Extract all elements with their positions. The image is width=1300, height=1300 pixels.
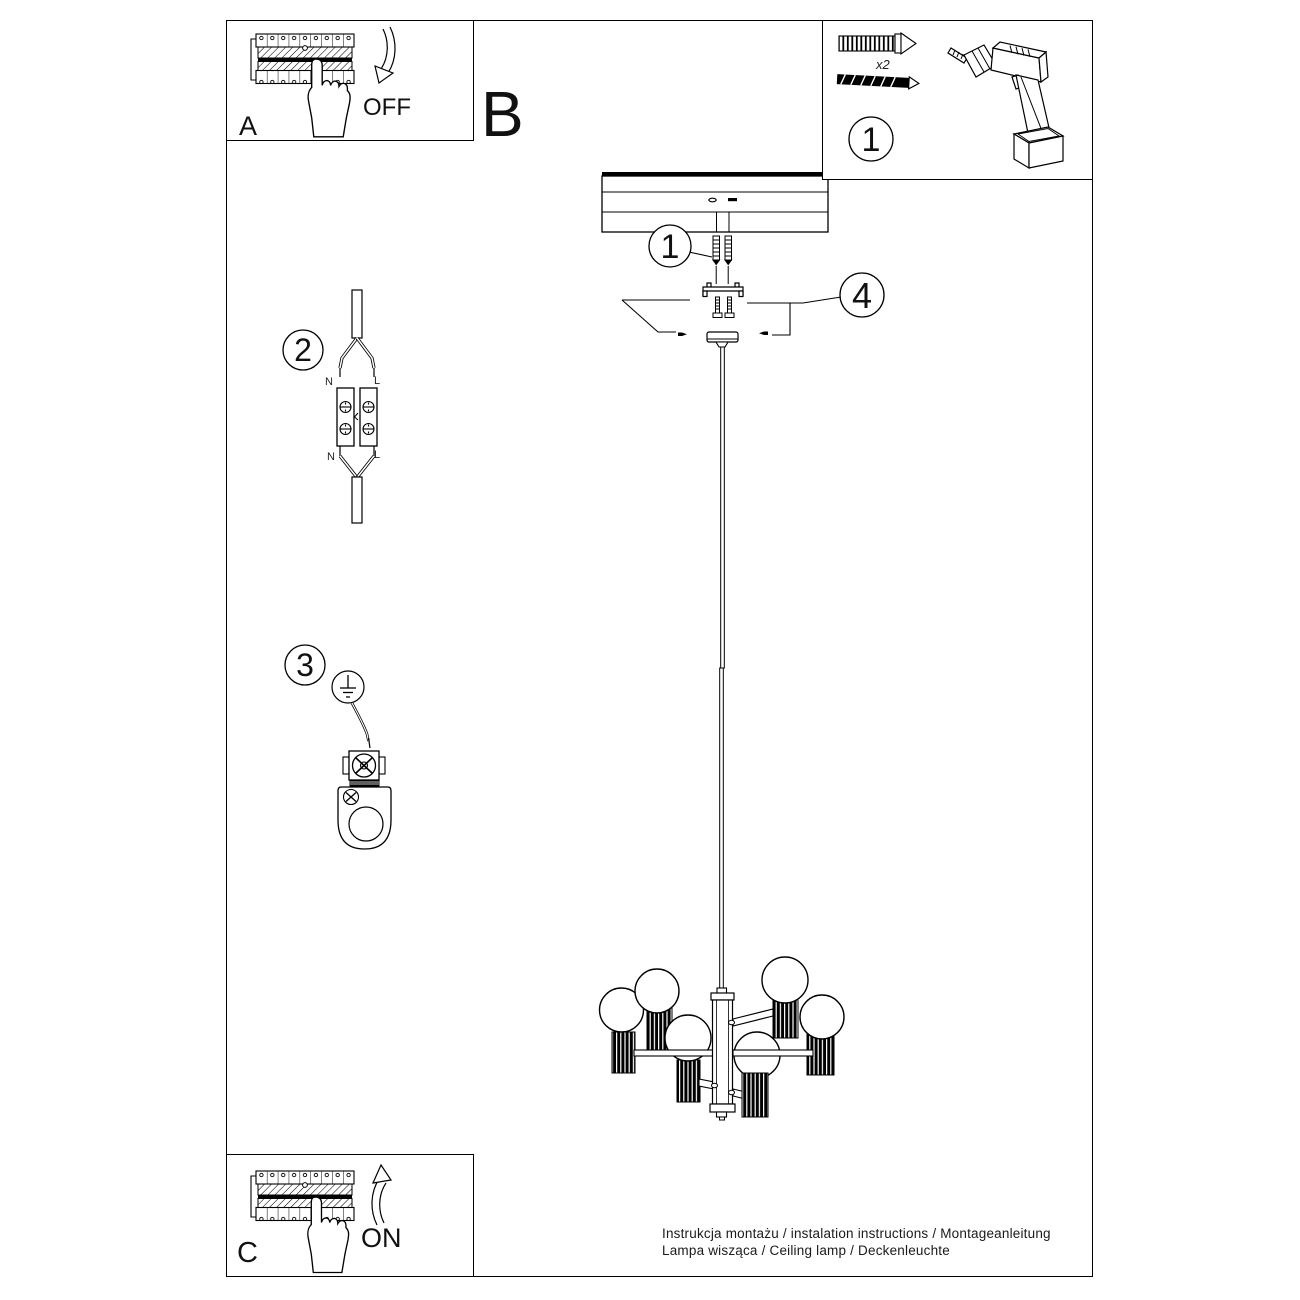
bracket-plate-icon bbox=[338, 787, 391, 849]
bracket-screws-icon bbox=[713, 297, 734, 318]
ceiling-icon bbox=[602, 172, 828, 232]
lamp-body-icon bbox=[710, 993, 735, 1120]
wiring-diagram bbox=[280, 280, 400, 530]
breaker-panel-icon bbox=[251, 1171, 354, 1221]
tools-box bbox=[822, 20, 1093, 180]
l-label-bottom: L bbox=[373, 449, 381, 461]
footer-line2: Lampa wisząca / Ceiling lamp / Deckenleuchte bbox=[662, 1243, 950, 1258]
wall-plug-icon bbox=[839, 33, 916, 54]
step-a-graphics bbox=[227, 21, 475, 142]
n-label-top: N bbox=[325, 376, 333, 388]
ground-diagram bbox=[275, 630, 405, 860]
callout-bracket bbox=[840, 273, 884, 317]
svg-text:3: 3 bbox=[296, 647, 314, 683]
svg-text:2: 2 bbox=[294, 332, 312, 368]
drill-icon bbox=[948, 42, 1063, 168]
socket-icon bbox=[677, 1060, 700, 1102]
anchor-plugs-icon bbox=[713, 236, 732, 284]
tools-graphics bbox=[823, 21, 1091, 178]
callout-ground bbox=[285, 645, 325, 685]
step-c-label: C bbox=[237, 1237, 258, 1269]
step-a-box bbox=[226, 20, 474, 141]
bulb-icon bbox=[800, 995, 844, 1039]
off-label: OFF bbox=[363, 94, 411, 121]
step-a-label: A bbox=[239, 111, 258, 141]
bulb-icon bbox=[762, 957, 808, 1003]
lamp-cable-icon bbox=[340, 446, 374, 523]
breaker-panel-icon bbox=[251, 34, 354, 84]
svg-text:4: 4 bbox=[851, 275, 873, 316]
mounting-bracket-icon bbox=[703, 283, 743, 297]
l-label-top: L bbox=[373, 375, 381, 387]
arrow-down-icon bbox=[375, 27, 395, 83]
screw-icon bbox=[837, 73, 920, 89]
footer-line1: Instrukcja montażu / instalation instructions / Montageanleitung bbox=[662, 1226, 1051, 1241]
n-label-bottom: N bbox=[327, 451, 335, 463]
terminal-block-icon bbox=[337, 388, 377, 446]
ground-terminal-icon bbox=[343, 751, 385, 786]
callout-tools bbox=[849, 117, 893, 161]
socket-icon bbox=[742, 1073, 768, 1117]
socket-icon bbox=[612, 1032, 635, 1073]
callout-wiring bbox=[283, 330, 323, 370]
power-cable-icon bbox=[340, 290, 374, 377]
on-label: ON bbox=[361, 1223, 402, 1253]
earth-symbol-icon bbox=[332, 671, 364, 703]
arrow-up-icon bbox=[372, 1165, 391, 1225]
assembly-diagram bbox=[580, 160, 900, 1140]
bulb-icon bbox=[635, 969, 679, 1013]
step-c-graphics bbox=[227, 1155, 475, 1275]
ground-wire-icon bbox=[352, 703, 370, 748]
canopy-icon bbox=[707, 332, 738, 347]
suspension-rod-icon bbox=[717, 347, 727, 995]
step-b-label: B bbox=[481, 78, 524, 150]
step-c-box bbox=[226, 1154, 474, 1277]
quantity-label: x2 bbox=[876, 57, 890, 72]
svg-text:1: 1 bbox=[861, 121, 881, 159]
svg-text:1: 1 bbox=[660, 228, 680, 266]
